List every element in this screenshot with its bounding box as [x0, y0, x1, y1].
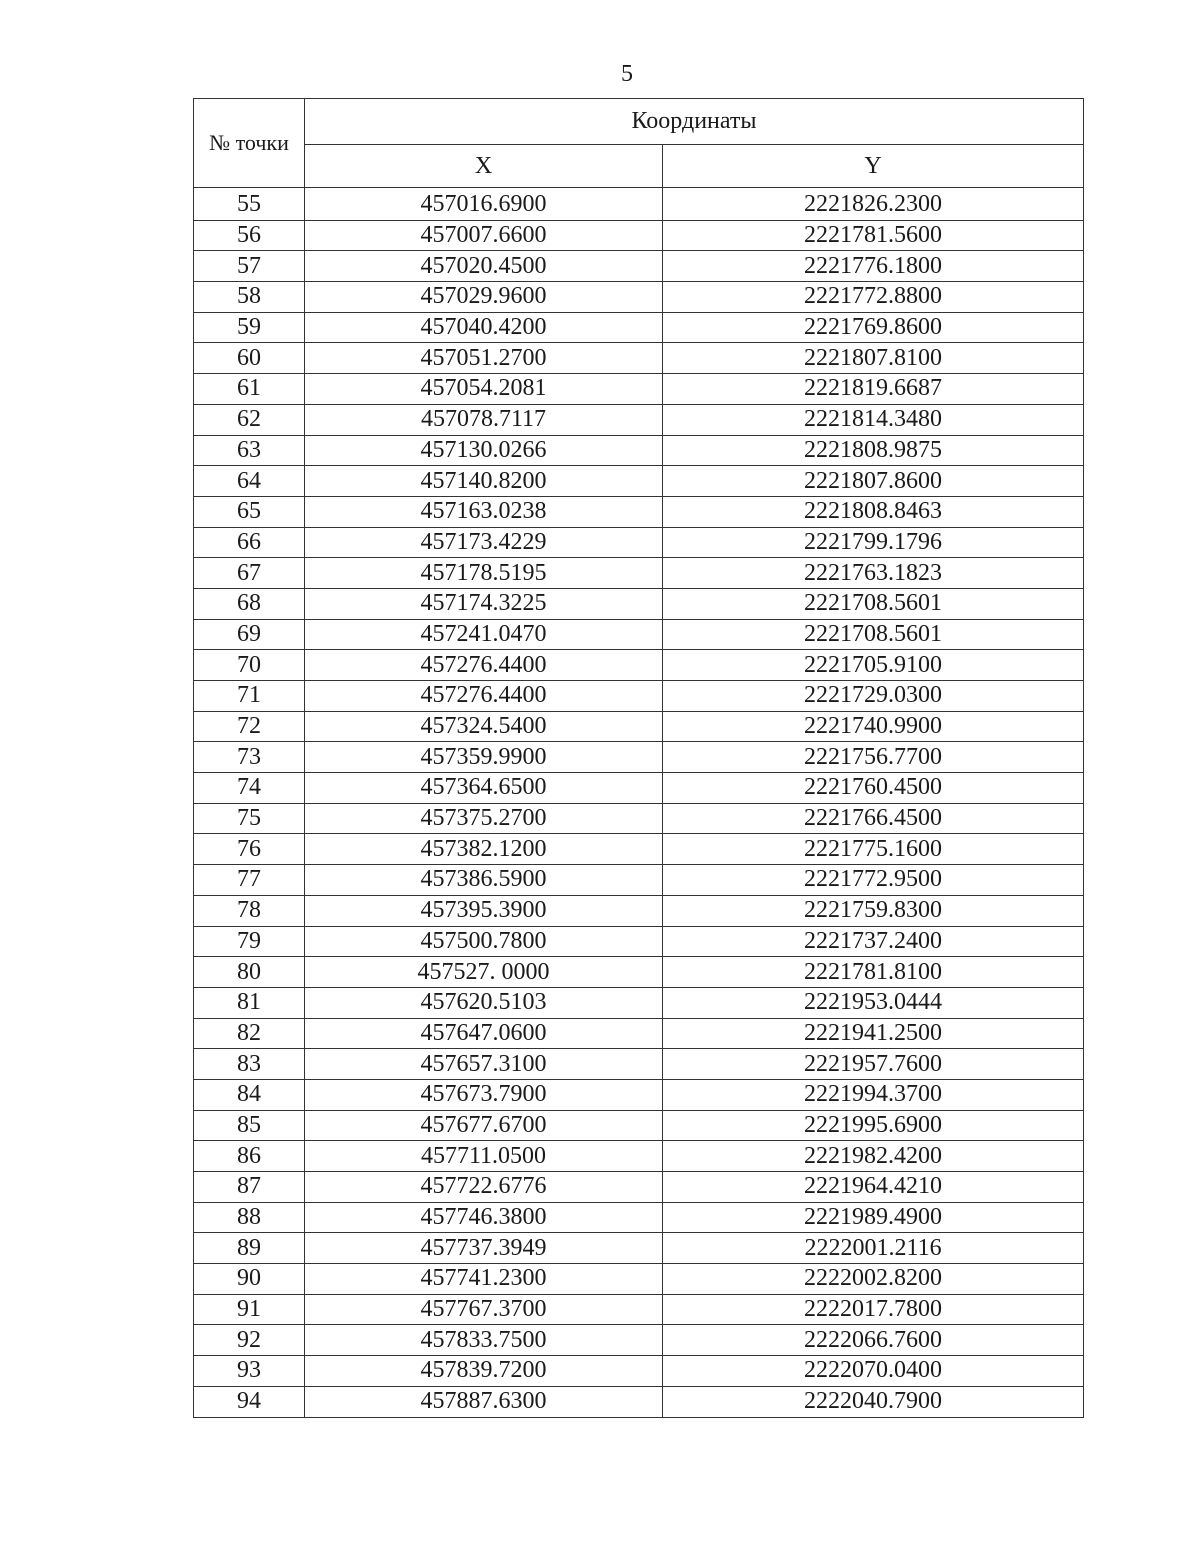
x-coordinate-cell: 457359.9900 [305, 742, 663, 773]
x-coordinate-cell: 457620.5103 [305, 987, 663, 1018]
x-coordinate-cell: 457741.2300 [305, 1264, 663, 1295]
table-row [194, 220, 1084, 251]
y-coordinate-cell: 2221760.4500 [663, 773, 1084, 804]
y-coordinate-cell: 2222017.7800 [663, 1294, 1084, 1325]
y-coordinate-cell: 2221953.0444 [663, 987, 1084, 1018]
x-coordinate-cell: 457382.1200 [305, 834, 663, 865]
x-coordinate-cell: 457839.7200 [305, 1356, 663, 1387]
y-coordinate-cell: 2221763.1823 [663, 558, 1084, 589]
table-row [194, 558, 1084, 589]
x-coordinate-cell: 457130.0266 [305, 435, 663, 466]
y-coordinate-cell: 2221781.5600 [663, 220, 1084, 251]
table-row [194, 957, 1084, 988]
header-y: Y [663, 145, 1084, 188]
point-number-cell: 87 [194, 1172, 305, 1203]
point-number-cell: 84 [194, 1079, 305, 1110]
point-number-cell: 77 [194, 865, 305, 896]
x-coordinate-cell: 457395.3900 [305, 895, 663, 926]
point-number-cell: 67 [194, 558, 305, 589]
table-row [194, 1172, 1084, 1203]
point-number-cell: 78 [194, 895, 305, 926]
point-number-cell: 74 [194, 773, 305, 804]
y-coordinate-cell: 2221799.1796 [663, 527, 1084, 558]
point-number-cell: 93 [194, 1356, 305, 1387]
point-number-cell: 79 [194, 926, 305, 957]
table-row [194, 742, 1084, 773]
x-coordinate-cell: 457276.4400 [305, 681, 663, 712]
y-coordinate-cell: 2221807.8600 [663, 466, 1084, 497]
point-number-cell: 62 [194, 404, 305, 435]
header-point-number: № точки [194, 99, 305, 188]
y-coordinate-cell: 2221769.8600 [663, 312, 1084, 343]
x-coordinate-cell: 457527. 0000 [305, 957, 663, 988]
y-coordinate-cell: 2221766.4500 [663, 803, 1084, 834]
x-coordinate-cell: 457833.7500 [305, 1325, 663, 1356]
x-coordinate-cell: 457767.3700 [305, 1294, 663, 1325]
point-number-cell: 65 [194, 496, 305, 527]
page-number: 5 [621, 61, 633, 87]
y-coordinate-cell: 2221989.4900 [663, 1202, 1084, 1233]
point-number-cell: 76 [194, 834, 305, 865]
table-row [194, 435, 1084, 466]
point-number-cell: 82 [194, 1018, 305, 1049]
y-coordinate-cell: 2221781.8100 [663, 957, 1084, 988]
point-number-cell: 90 [194, 1264, 305, 1295]
point-number-cell: 75 [194, 803, 305, 834]
y-coordinate-cell: 2221808.8463 [663, 496, 1084, 527]
table-row [194, 711, 1084, 742]
x-coordinate-cell: 457737.3949 [305, 1233, 663, 1264]
y-coordinate-cell: 2221729.0300 [663, 681, 1084, 712]
y-coordinate-cell: 2221740.9900 [663, 711, 1084, 742]
table-row [194, 251, 1084, 282]
table-row [194, 865, 1084, 896]
x-coordinate-cell: 457054.2081 [305, 374, 663, 405]
table-row [194, 588, 1084, 619]
y-coordinate-cell: 2221737.2400 [663, 926, 1084, 957]
x-coordinate-cell: 457078.7117 [305, 404, 663, 435]
y-coordinate-cell: 2221982.4200 [663, 1141, 1084, 1172]
point-number-cell: 55 [194, 188, 305, 221]
table-row [194, 1264, 1084, 1295]
table-row [194, 834, 1084, 865]
y-coordinate-cell: 2221819.6687 [663, 374, 1084, 405]
x-coordinate-cell: 457746.3800 [305, 1202, 663, 1233]
y-coordinate-cell: 2221994.3700 [663, 1079, 1084, 1110]
x-coordinate-cell: 457364.6500 [305, 773, 663, 804]
point-number-cell: 64 [194, 466, 305, 497]
table-row [194, 1079, 1084, 1110]
point-number-cell: 59 [194, 312, 305, 343]
table-body [194, 188, 1084, 1418]
coordinates-table [193, 98, 1084, 1418]
y-coordinate-cell: 2221807.8100 [663, 343, 1084, 374]
y-coordinate-cell: 2221776.1800 [663, 251, 1084, 282]
x-coordinate-cell: 457020.4500 [305, 251, 663, 282]
x-coordinate-cell: 457173.4229 [305, 527, 663, 558]
y-coordinate-cell: 2221756.7700 [663, 742, 1084, 773]
x-coordinate-cell: 457722.6776 [305, 1172, 663, 1203]
x-coordinate-cell: 457163.0238 [305, 496, 663, 527]
table-row [194, 404, 1084, 435]
table-row [194, 1018, 1084, 1049]
x-coordinate-cell: 457500.7800 [305, 926, 663, 957]
point-number-cell: 88 [194, 1202, 305, 1233]
x-coordinate-cell: 457029.9600 [305, 282, 663, 313]
table-row [194, 496, 1084, 527]
header-x: X [305, 145, 663, 188]
y-coordinate-cell: 2222070.0400 [663, 1356, 1084, 1387]
y-coordinate-cell: 2221826.2300 [663, 188, 1084, 221]
x-coordinate-cell: 457386.5900 [305, 865, 663, 896]
y-coordinate-cell: 2221772.8800 [663, 282, 1084, 313]
point-number-cell: 61 [194, 374, 305, 405]
y-coordinate-cell: 2221772.9500 [663, 865, 1084, 896]
point-number-cell: 80 [194, 957, 305, 988]
table-row [194, 312, 1084, 343]
table-row [194, 1141, 1084, 1172]
y-coordinate-cell: 2221995.6900 [663, 1110, 1084, 1141]
table-row [194, 466, 1084, 497]
x-coordinate-cell: 457647.0600 [305, 1018, 663, 1049]
y-coordinate-cell: 2221808.9875 [663, 435, 1084, 466]
x-coordinate-cell: 457178.5195 [305, 558, 663, 589]
point-number-cell: 69 [194, 619, 305, 650]
x-coordinate-cell: 457711.0500 [305, 1141, 663, 1172]
table-row [194, 650, 1084, 681]
x-coordinate-cell: 457241.0470 [305, 619, 663, 650]
point-number-cell: 92 [194, 1325, 305, 1356]
table-row [194, 1386, 1084, 1417]
table-row [194, 527, 1084, 558]
table-row [194, 773, 1084, 804]
x-coordinate-cell: 457673.7900 [305, 1079, 663, 1110]
table-row [194, 282, 1084, 313]
point-number-cell: 56 [194, 220, 305, 251]
y-coordinate-cell: 2221759.8300 [663, 895, 1084, 926]
point-number-cell: 85 [194, 1110, 305, 1141]
y-coordinate-cell: 2221941.2500 [663, 1018, 1084, 1049]
y-coordinate-cell: 2221964.4210 [663, 1172, 1084, 1203]
table-row [194, 895, 1084, 926]
point-number-cell: 89 [194, 1233, 305, 1264]
y-coordinate-cell: 2222002.8200 [663, 1264, 1084, 1295]
x-coordinate-cell: 457324.5400 [305, 711, 663, 742]
table-row [194, 1356, 1084, 1387]
table-row [194, 681, 1084, 712]
y-coordinate-cell: 2222040.7900 [663, 1386, 1084, 1417]
y-coordinate-cell: 2221705.9100 [663, 650, 1084, 681]
table-row [194, 1233, 1084, 1264]
table-row [194, 1294, 1084, 1325]
x-coordinate-cell: 457887.6300 [305, 1386, 663, 1417]
table-row [194, 374, 1084, 405]
point-number-cell: 86 [194, 1141, 305, 1172]
point-number-cell: 94 [194, 1386, 305, 1417]
x-coordinate-cell: 457040.4200 [305, 312, 663, 343]
point-number-cell: 58 [194, 282, 305, 313]
header-coordinates: Координаты [305, 99, 1084, 145]
point-number-cell: 66 [194, 527, 305, 558]
y-coordinate-cell: 2221957.7600 [663, 1049, 1084, 1080]
y-coordinate-cell: 2222001.2116 [663, 1233, 1084, 1264]
table-row [194, 1325, 1084, 1356]
table-row [194, 188, 1084, 221]
table-row [194, 1110, 1084, 1141]
point-number-cell: 72 [194, 711, 305, 742]
point-number-cell: 71 [194, 681, 305, 712]
point-number-cell: 60 [194, 343, 305, 374]
x-coordinate-cell: 457657.3100 [305, 1049, 663, 1080]
point-number-cell: 81 [194, 987, 305, 1018]
point-number-cell: 68 [194, 588, 305, 619]
y-coordinate-cell: 2221814.3480 [663, 404, 1084, 435]
point-number-cell: 83 [194, 1049, 305, 1080]
x-coordinate-cell: 457140.8200 [305, 466, 663, 497]
y-coordinate-cell: 2221775.1600 [663, 834, 1084, 865]
table-row [194, 1049, 1084, 1080]
point-number-cell: 63 [194, 435, 305, 466]
x-coordinate-cell: 457375.2700 [305, 803, 663, 834]
table-row [194, 343, 1084, 374]
x-coordinate-cell: 457007.6600 [305, 220, 663, 251]
x-coordinate-cell: 457276.4400 [305, 650, 663, 681]
table-row [194, 1202, 1084, 1233]
point-number-cell: 70 [194, 650, 305, 681]
table-row [194, 926, 1084, 957]
x-coordinate-cell: 457016.6900 [305, 188, 663, 221]
table-row [194, 619, 1084, 650]
x-coordinate-cell: 457677.6700 [305, 1110, 663, 1141]
y-coordinate-cell: 2221708.5601 [663, 588, 1084, 619]
table-row [194, 803, 1084, 834]
y-coordinate-cell: 2222066.7600 [663, 1325, 1084, 1356]
table-row [194, 987, 1084, 1018]
point-number-cell: 73 [194, 742, 305, 773]
x-coordinate-cell: 457174.3225 [305, 588, 663, 619]
x-coordinate-cell: 457051.2700 [305, 343, 663, 374]
point-number-cell: 57 [194, 251, 305, 282]
y-coordinate-cell: 2221708.5601 [663, 619, 1084, 650]
point-number-cell: 91 [194, 1294, 305, 1325]
